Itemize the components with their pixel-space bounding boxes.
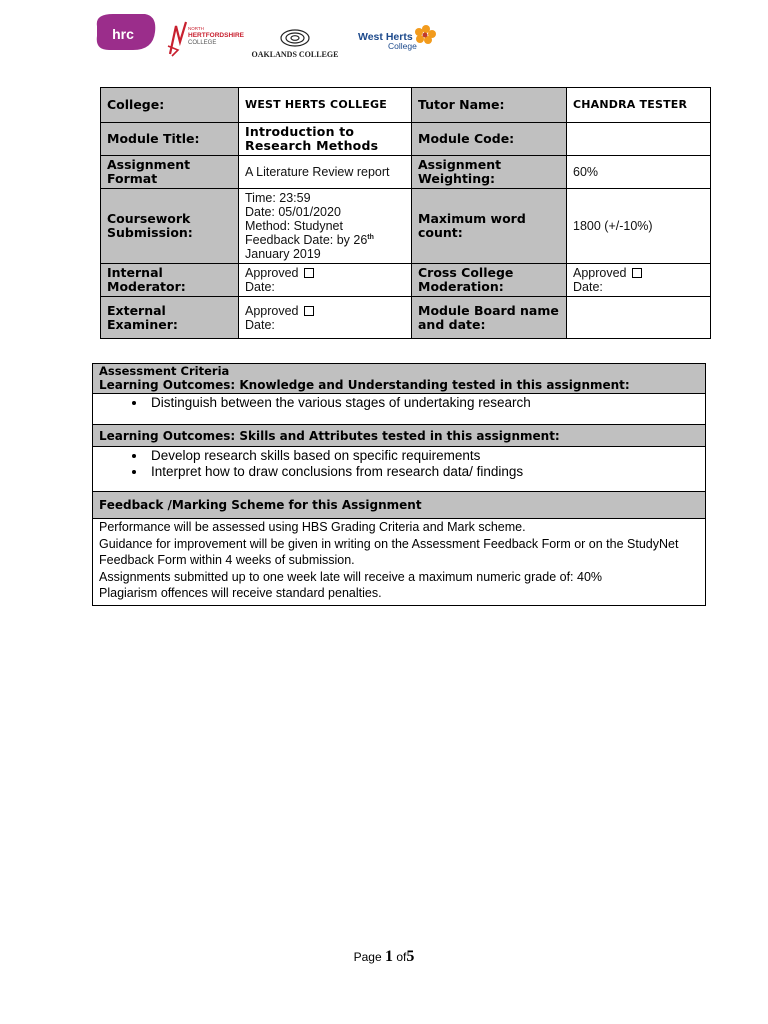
knowledge-outcomes-heading: Learning Outcomes: Knowledge and Understanding tested in this assignment: [99,377,630,392]
submission-date: Date: 05/01/2020 [245,205,341,219]
feedback-line: Guidance for improvement will be given in writing on the Assessment Feedback Form or on the StudyNet Feedback Form within 4 weeks of submission. [99,536,679,567]
college-logos [90,8,450,58]
list-item: • Develop research skills based on specific requirements [147,448,699,464]
approved-checkbox[interactable] [304,268,314,278]
of-word: of [396,950,407,964]
feedback-date: Feedback Date: by 26th [245,233,374,247]
svg-text:College: College [388,41,417,51]
coursework-submission-label: Coursework Submission: [101,189,239,264]
page-word: Page [353,950,382,964]
assignment-info-table [100,87,711,339]
list-item: • Distinguish between the various stages of undertaking research [147,395,699,411]
page-footer [0,948,768,966]
skills-outcomes-list [93,447,706,492]
feedback-line: Performance will be assessed using HBS Grading Criteria and Mark scheme. [99,520,526,534]
svg-text:NORTH: NORTH [188,26,204,31]
feedback-scheme-heading: Feedback /Marking Scheme for this Assignment [93,492,706,519]
svg-text:West Herts: West Herts [358,31,413,43]
assignment-weighting-value: 60% [567,156,711,189]
approved-checkbox[interactable] [632,268,642,278]
feedback-scheme-body [93,519,706,606]
north-herts-logo [164,20,244,60]
svg-text:COLLEGE: COLLEGE [188,40,217,46]
tutor-name-label: Tutor Name: [412,88,567,123]
external-examiner-label: External Examiner: [101,297,239,339]
college-value: WEST HERTS COLLEGE [239,88,412,123]
module-code-label: Module Code: [412,123,567,156]
knowledge-outcomes-list [93,394,706,425]
current-page-number: 1 [385,948,393,965]
oaklands-logo [250,26,340,64]
college-label: College: [101,88,239,123]
cross-college-moderation-label: Cross College Moderation: [412,264,567,297]
assessment-criteria-table [92,363,706,606]
assignment-format-label: Assignment Format [101,156,239,189]
knowledge-outcomes-header [93,364,706,394]
hrc-logo [93,12,157,52]
hrc-logo-text: hrc [112,26,134,42]
external-examiner-value: Approved Date: [239,297,412,339]
assessment-criteria-title: Assessment Criteria [99,364,230,378]
internal-moderator-value: Approved Date: [239,264,412,297]
feedback-line: Assignments submitted up to one week late will receive a maximum numeric grade of: 40% [99,569,603,584]
list-item: • Interpret how to draw conclusions from research data/ findings [147,464,699,480]
skills-outcomes-heading: Learning Outcomes: Skills and Attributes tested in this assignment: [93,425,706,447]
total-pages-number: 5 [406,948,415,965]
svg-text:HERTFORDSHIRE: HERTFORDSHIRE [188,32,244,39]
assignment-format-value: A Literature Review report [239,156,412,189]
feedback-date-month: January 2019 [245,247,321,261]
feedback-line: Plagiarism offences will receive standard penalties. [99,586,382,600]
approved-checkbox[interactable] [304,306,314,316]
submission-method: Method: Studynet [245,219,343,233]
west-herts-logo [356,22,440,58]
internal-moderator-label: Internal Moderator: [101,264,239,297]
module-board-label: Module Board name and date: [412,297,567,339]
module-code-value [567,123,711,156]
coursework-submission-value [239,189,412,264]
module-title-label: Module Title: [101,123,239,156]
max-word-count-label: Maximum word count: [412,189,567,264]
cross-college-moderation-value: Approved Date: [567,264,711,297]
submission-time: Time: 23:59 [245,191,311,205]
module-title-value: Introduction to Research Methods [239,123,412,156]
svg-text:OAKLANDS COLLEGE: OAKLANDS COLLEGE [251,50,339,59]
module-board-value [567,297,711,339]
tutor-name-value: CHANDRA TESTER [567,88,711,123]
assignment-weighting-label: Assignment Weighting: [412,156,567,189]
max-word-count-value: 1800 (+/-10%) [567,189,711,264]
